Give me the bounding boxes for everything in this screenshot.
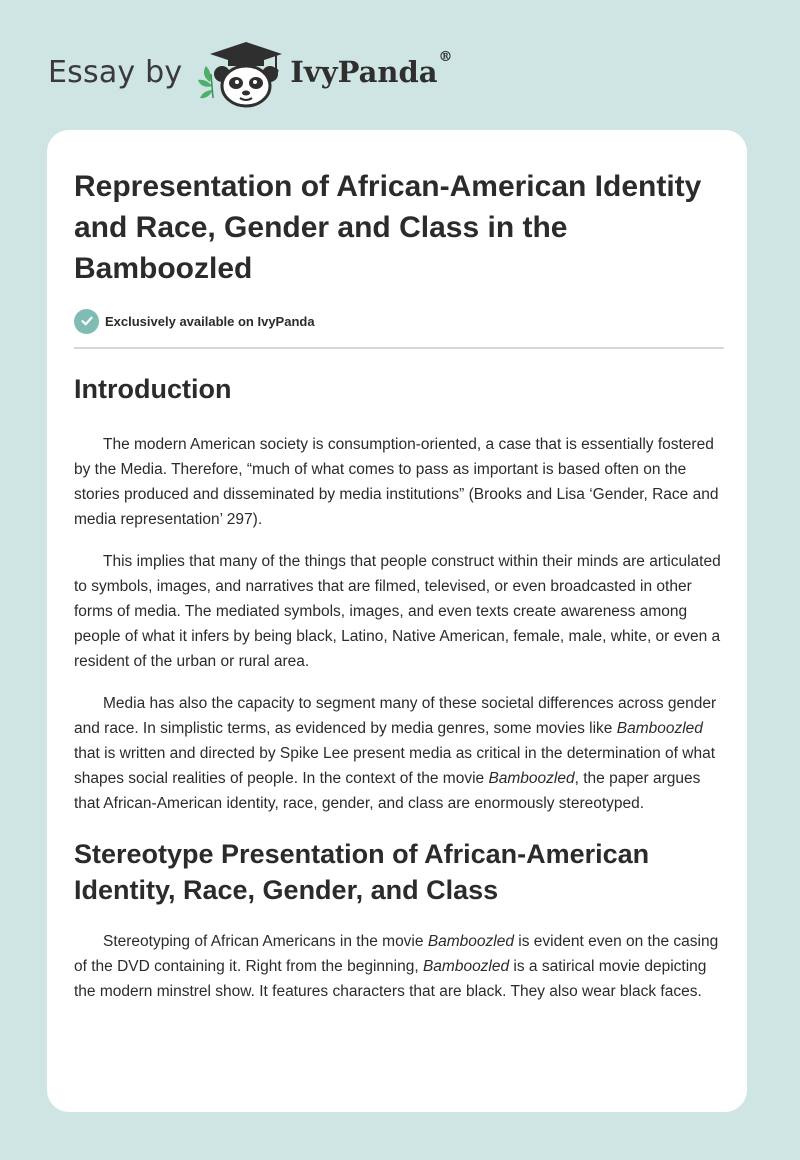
paragraph: The modern American society is consumption-oriented, a case that is essentially fostered by the Media. Therefore, “much of what comes to pass as important is based often on the stories produced and disseminated by media institutions” (Brooks and Lisa ‘Gender, Race and media representation’ 297). [74,436,719,528]
movie-title: Bamboozled [616,720,703,737]
paragraph-text: is a satirical movie depicting the modern minstrel show. It features characters that are black. They also wear black faces. [74,958,707,1000]
paragraph-text: , the paper argues that African-American identity, race, gender, and class are enormously stereotyped. [74,770,701,812]
section-heading-introduction: Introduction [74,374,232,404]
movie-title: Bamboozled [422,958,510,975]
paragraph-text: Stereotyping of African Americans in the movie [103,933,428,950]
brand-name-text: IvyPanda [290,55,438,89]
registered-mark: ® [438,49,453,65]
essay-title: Representation of African-American Identity and Race, Gender and Class in the Bamboozled [74,170,702,285]
paragraph-text: Media has also the capacity to segment many of these societal differences across gender and race. In simplistic terms, as evidenced by media genres, some movies like [74,695,717,737]
paragraph [74,929,724,1004]
paragraph-text: is evident even on the casing of the DVD containing it. Right from the beginning, [74,933,719,975]
site-header [48,36,453,108]
title-divider [74,347,724,349]
essay-content [74,166,724,1004]
paragraph-text: that is written and directed by Spike Lee present media as critical in the determination of what shapes social realities of people. In the context of the movie [74,745,716,787]
brand-name[interactable] [290,49,453,89]
movie-title: Bamboozled [427,933,514,950]
exclusive-badge [74,308,724,334]
paragraph [74,691,724,816]
exclusive-badge-label: Exclusively available on IvyPanda [105,313,315,329]
essay-card [47,130,747,1112]
essay-by-label: Essay by [48,54,183,90]
panda-logo-icon[interactable] [196,36,284,108]
paragraph: This implies that many of the things that people construct within their minds are articulated to symbols, images, and narratives that are filmed, televised, or even broadcasted in other forms of media. The mediated symbols, images, and even texts create awareness among people of what it infers by being black, Latino, Native American, female, male, white, or even a resident of the urban or rural area. [74,553,721,670]
movie-title: Bamboozled [488,770,575,787]
check-circle-icon [74,309,99,334]
section-heading-stereotype: Stereotype Presentation of African-American Identity, Race, Gender, and Class [74,839,650,905]
